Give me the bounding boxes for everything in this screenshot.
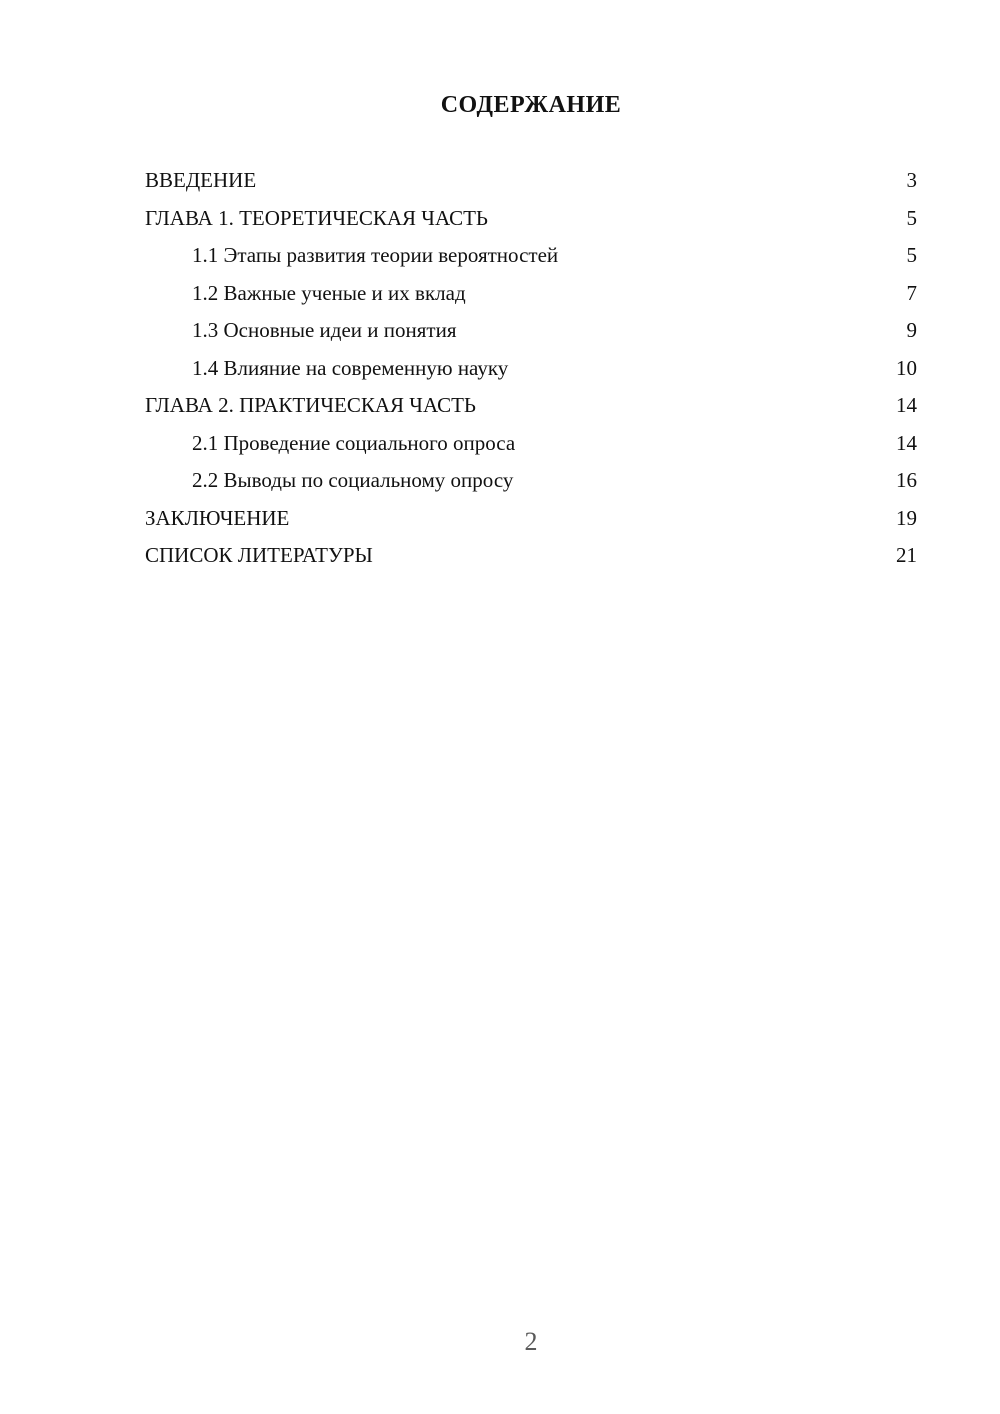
toc-entry-1-2 — [145, 275, 917, 313]
toc-entry-2-2 — [145, 462, 917, 500]
toc-entry-label: 1.4 Влияние на современную науку — [192, 355, 509, 380]
toc-entry-1-1 — [145, 237, 917, 275]
toc-entry-label: 1.1 Этапы развития теории вероятностей — [192, 243, 559, 267]
page-title: СОДЕРЖАНИЕ — [440, 92, 622, 118]
toc-entry-1-3 — [145, 312, 917, 350]
toc-entry-label: 1.2 Важные ученые и их вклад — [192, 280, 466, 305]
toc-entry-page: 3 — [906, 168, 917, 192]
toc-entry-page: 5 — [906, 243, 917, 267]
toc-entry-page: 14 — [896, 430, 917, 455]
toc-entry-page: 19 — [896, 505, 917, 530]
toc-entry-label: ГЛАВА 1. ТЕОРЕТИЧЕСКАЯ ЧАСТЬ — [145, 205, 488, 230]
toc-entry-vvedenie — [145, 162, 917, 200]
toc-entry-page: 7 — [906, 280, 917, 305]
toc-entry-label: ЗАКЛЮЧЕНИЕ — [145, 505, 290, 530]
toc-entry-1-4 — [145, 350, 917, 388]
table-of-contents — [145, 162, 917, 575]
footer-page-number: 2 — [524, 1327, 538, 1356]
toc-entry-2-1 — [145, 425, 917, 463]
toc-entry-label: ГЛАВА 2. ПРАКТИЧЕСКАЯ ЧАСТЬ — [145, 393, 476, 417]
toc-entry-page: 10 — [896, 355, 917, 380]
toc-entry-page: 5 — [906, 205, 917, 230]
toc-entry-label: 2.1 Проведение социального опроса — [192, 430, 516, 455]
toc-entry-label: 1.3 Основные идеи и понятия — [192, 318, 457, 342]
toc-entry-page: 14 — [896, 393, 917, 417]
toc-entry-chapter-1 — [145, 200, 917, 238]
toc-entry-page: 9 — [906, 318, 917, 342]
toc-entry-page: 16 — [896, 468, 917, 492]
toc-entry-zaklyuchenie — [145, 500, 917, 538]
toc-entry-page: 21 — [896, 543, 917, 567]
toc-entry-label: 2.2 Выводы по социальному опросу — [192, 468, 514, 492]
toc-entry-chapter-2 — [145, 387, 917, 425]
toc-entry-label: СПИСОК ЛИТЕРАТУРЫ — [145, 543, 373, 567]
toc-entry-spisok-literatury — [145, 537, 917, 575]
toc-entry-label: ВВЕДЕНИЕ — [145, 168, 257, 192]
